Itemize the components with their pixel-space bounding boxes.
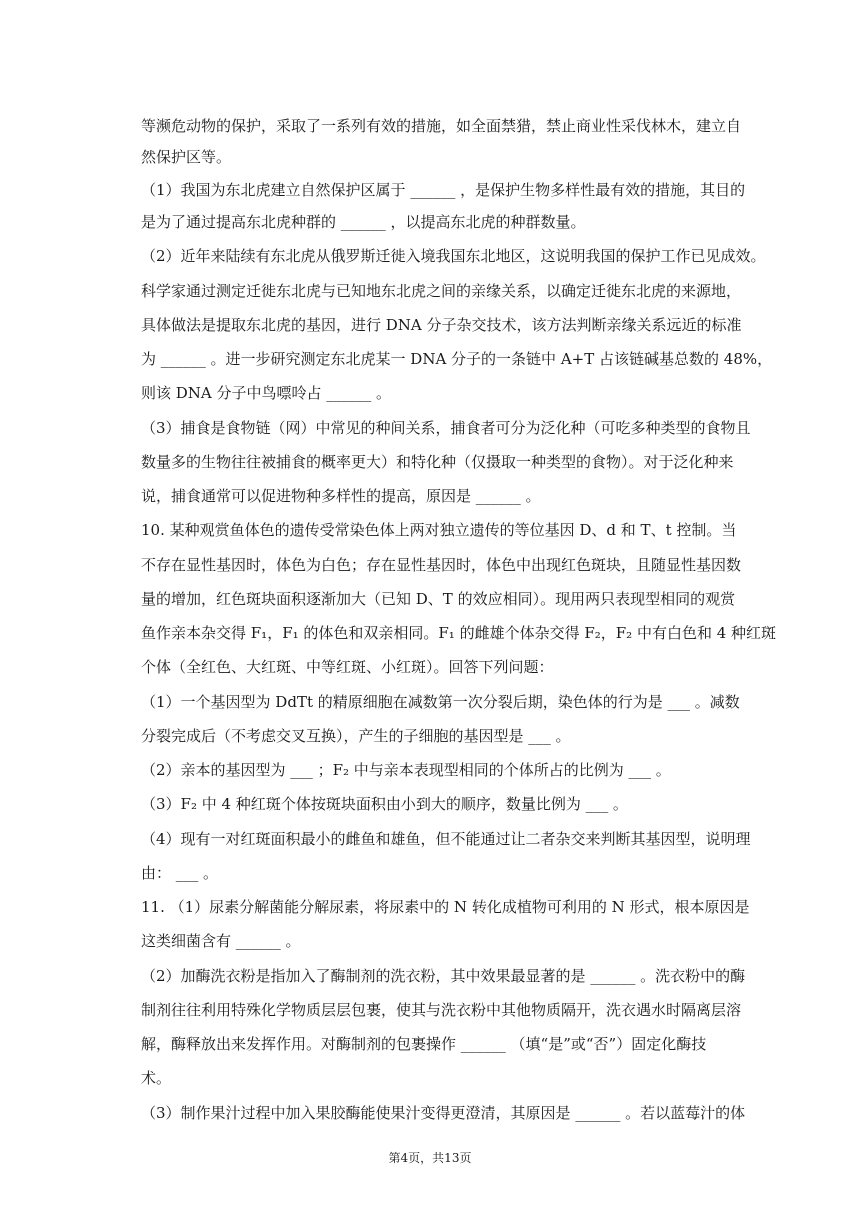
text-line: 不存在显性基因时，体色为白色；存在显性基因时，体色中出现红色斑块，且随显性基因数 <box>141 556 742 574</box>
text-line: （2）亲本的基因型为 ___ ；F₂ 中与亲本表现型相同的个体所占的比例为 ___ 。 <box>141 761 671 779</box>
text-line: 具体做法是提取东北虎的基因，进行 DNA 分子杂交技术，该方法判断亲缘关系远近的标准 <box>141 316 742 334</box>
text-line: （1）一个基因型为 DdTt 的精原细胞在减数第一次分裂后期，染色体的行为是 ___ 。减数 <box>141 693 740 711</box>
question-10-heading: 10. 某种观赏鱼体色的遗传受常染色体上两对独立遗传的等位基因 D、d 和 T、t 控制。当 <box>141 521 737 539</box>
text-line: 解，酶释放出来发挥作用。对酶制剂的包裹操作 ______ （填“是”或“否”）固定化酶技 <box>141 1035 707 1053</box>
text-line: 数量多的生物往往被捕食的概率更大）和特化种（仅摄取一种类型的食物）。对于泛化种来 <box>141 453 734 471</box>
text-line: 分裂完成后（不考虑交叉互换），产生的子细胞的基因型是 ___ 。 <box>141 727 571 745</box>
text-line: 然保护区等。 <box>141 148 232 166</box>
text-line: 这类细菌含有 ______ 。 <box>141 932 301 950</box>
text-line: （4）现有一对红斑面积最小的雌鱼和雄鱼，但不能通过让二者杂交来判断其基因型，说明理 <box>141 830 751 848</box>
text-line: （2）近年来陆续有东北虎从俄罗斯迁徙入境我国东北地区，这说明我国的保护工作已见成效。 <box>141 247 766 265</box>
text-line: 由： ___ 。 <box>141 864 219 882</box>
text-line: （1）我国为东北虎建立自然保护区属于 ______ ，是保护生物多样性最有效的措施，其目的 <box>141 181 746 199</box>
text-line: 为 ______ 。进一步研究测定东北虎某一 DNA 分子的一条链中 A+T 占该链碱基总数的 48%， <box>141 350 773 368</box>
text-line: （3）制作果汁过程中加入果胶酶能使果汁变得更澄清，其原因是 ______ 。若以蓝莓汁的体 <box>141 1104 746 1122</box>
text-line: 是为了通过提高东北虎种群的 ______ ，以提高东北虎的种群数量。 <box>141 213 586 231</box>
text-line: 说，捕食通常可以促进物种多样性的提高，原因是 ______ 。 <box>141 487 541 505</box>
text-line: 等濒危动物的保护，采取了一系列有效的措施，如全面禁猎，禁止商业性采伐林木，建立自 <box>141 117 742 135</box>
text-line: （3）捕食是食物链（网）中常见的种间关系，捕食者可分为泛化种（可吃多种类型的食物且 <box>141 419 751 437</box>
page-footer: 第4页，共13页 <box>388 1151 472 1165</box>
text-line: 鱼作亲本杂交得 F₁，F₁ 的体色和双亲相同。F₁ 的雌雄个体杂交得 F₂，F₂ 中有白色和 4 种红斑 <box>141 624 777 642</box>
question-11-heading: 11. （1）尿素分解菌能分解尿素，将尿素中的 N 转化成植物可利用的 N 形式，根本原因是 <box>141 898 750 916</box>
text-line: 则该 DNA 分子中鸟嘌呤占 ______ 。 <box>141 384 392 402</box>
text-line: 术。 <box>141 1069 172 1087</box>
text-line: （2）加酶洗衣粉是指加入了酶制剂的洗衣粉，其中效果最显著的是 ______ 。洗衣粉中的酶 <box>141 967 746 985</box>
text-line: 个体（全红色、大红斑、中等红斑、小红斑）。回答下列问题： <box>141 658 554 676</box>
text-line: 量的增加，红色斑块面积逐渐加大（已知 D、T 的效应相同）。现用两只表现型相同的观赏 <box>141 590 736 608</box>
text-line: 科学家通过测定迁徙东北虎与已知地东北虎之间的亲缘关系，以确定迁徙东北虎的来源地， <box>141 282 742 300</box>
text-line: 制剂往往利用特殊化学物质层层包裹，使其与洗衣粉中其他物质隔开，洗衣遇水时隔离层溶 <box>141 1001 742 1019</box>
text-line: （3）F₂ 中 4 种红斑个体按斑块面积由小到大的顺序，数量比例为 ___ 。 <box>141 795 628 813</box>
